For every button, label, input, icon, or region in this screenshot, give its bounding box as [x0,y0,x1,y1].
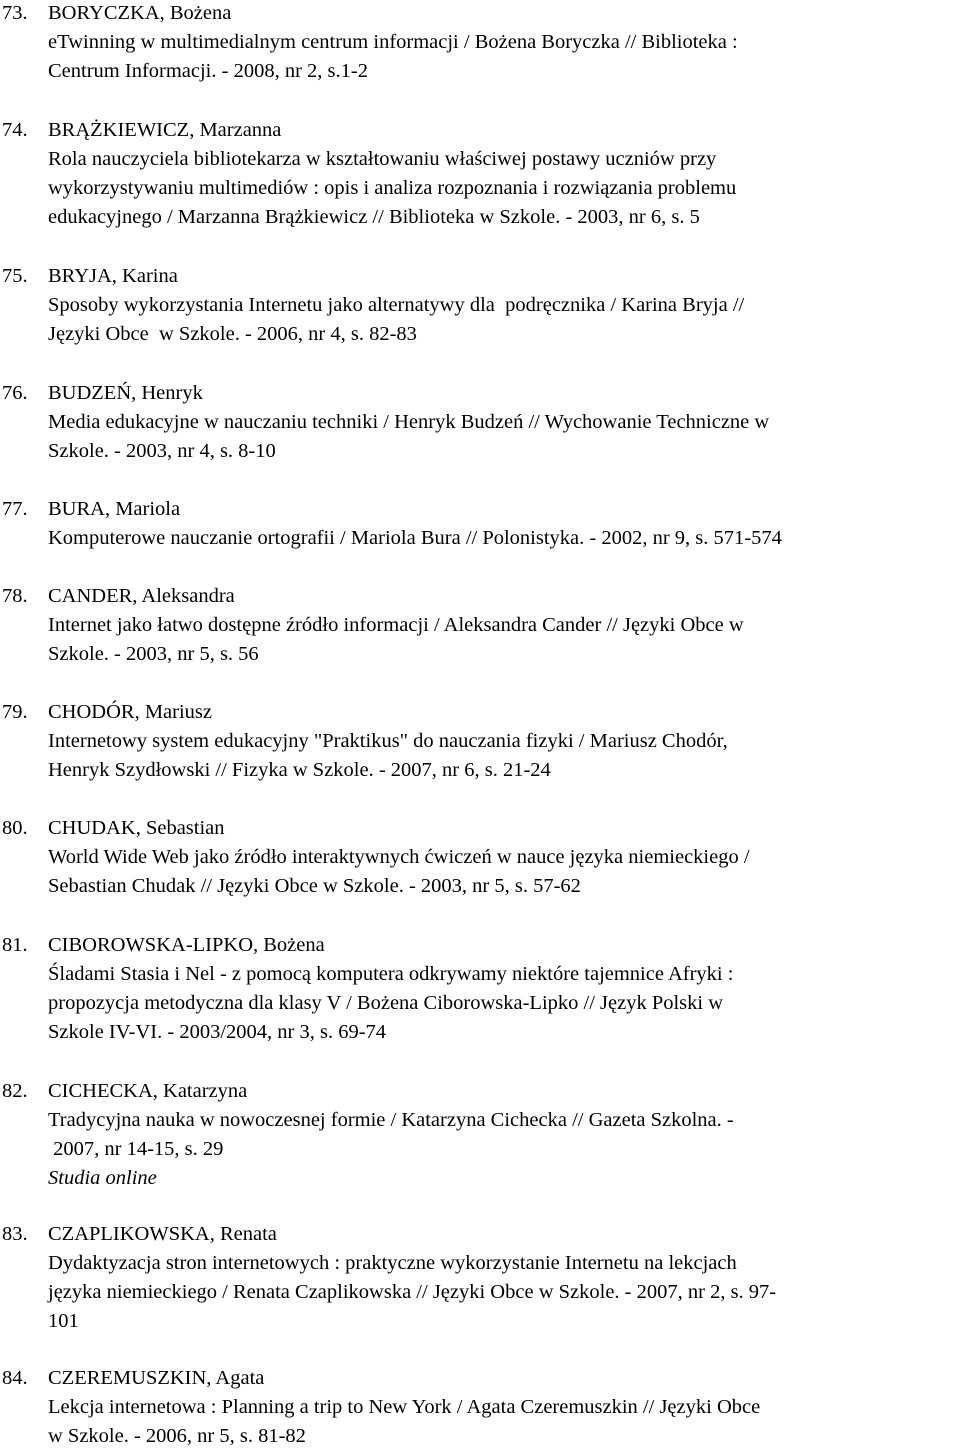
entry-description-line: Media edukacyjne w nauczaniu techniki / Henryk Budzeń // Wychowanie Techniczne w [48,411,770,433]
bibliography-entry [0,931,960,1047]
entry-description-line: Internetowy system edukacyjny "Praktikus" do nauczania fizyki / Mariusz Chodór, [48,730,728,752]
entry-number: 77. [2,498,28,520]
entry-description-line: edukacyjnego / Marzanna Brążkiewicz // Biblioteka w Szkole. - 2003, nr 6, s. 5 [48,206,700,228]
entry-description-line: propozycja metodyczna dla klasy V / Bożena Ciborowska-Lipko // Język Polski w [48,992,724,1014]
entry-number: 79. [2,701,28,723]
entry-description-line: Sposoby wykorzystania Internetu jako alternatywy dla podręcznika / Karina Bryja // [48,294,745,316]
entry-author: BUDZEŃ, Henryk [48,382,203,404]
entry-note: Studia online [48,1167,157,1189]
entry-number: 81. [2,934,28,956]
entry-text [48,1220,960,1336]
entry-number: 84. [2,1367,28,1389]
entry-author: CHODÓR, Mariusz [48,701,212,723]
entry-description-line: eTwinning w multimedialnym centrum informacji / Bożena Boryczka // Biblioteka : [48,31,738,53]
entry-description-line: w Szkole. - 2006, nr 5, s. 81-82 [48,1425,306,1447]
entry-text [48,379,960,466]
entry-number: 73. [2,2,28,24]
entry-author: BORYCZKA, Bożena [48,2,232,24]
entry-author: CICHECKA, Katarzyna [48,1080,248,1102]
entry-description-line: Rola nauczyciela bibliotekarza w kształtowaniu właściwej postawy uczniów przy [48,148,717,170]
entry-number: 78. [2,585,28,607]
bibliography-entry [0,116,960,232]
entry-number: 82. [2,1080,28,1102]
entry-number: 75. [2,265,28,287]
entry-text [48,582,960,669]
bibliography-entry [0,495,960,553]
entry-description-line: 2007, nr 14-15, s. 29 [48,1138,224,1160]
entry-text [48,262,960,349]
entry-description-line: Internet jako łatwo dostępne źródło informacji / Aleksandra Cander // Języki Obce w [48,614,744,636]
entry-text [48,931,960,1047]
entry-description-line: Śladami Stasia i Nel - z pomocą komputera odkrywamy niektóre tajemnice Afryki : [48,963,734,985]
bibliography-entry [0,379,960,466]
bibliography-entry [0,0,960,86]
entry-description-line: Szkole. - 2003, nr 4, s. 8-10 [48,440,276,462]
bibliography-entry [0,698,960,785]
entry-description-line: Komputerowe nauczanie ortografii / Mariola Bura // Polonistyka. - 2002, nr 9, s. 571-574 [48,527,782,549]
entry-description-line: wykorzystywaniu multimediów : opis i analiza rozpoznania i rozwiązania problemu [48,177,737,199]
entry-text [48,814,960,901]
bibliography-entry [0,1077,960,1193]
entry-text [48,698,960,785]
entry-description-line: Szkole IV-VI. - 2003/2004, nr 3, s. 69-74 [48,1021,387,1043]
entry-author: BRYJA, Karina [48,265,178,287]
entry-author: CHUDAK, Sebastian [48,817,225,839]
entry-text [48,116,960,232]
entry-author: BURA, Mariola [48,498,181,520]
entry-text [48,1364,960,1451]
bibliography-entry [0,582,960,669]
entry-text [48,495,960,553]
entry-author: CANDER, Aleksandra [48,585,235,607]
entry-author: CIBOROWSKA-LIPKO, Bożena [48,934,325,956]
bibliography-entry [0,814,960,901]
bibliography-entry [0,1220,960,1336]
entry-description-line: World Wide Web jako źródło interaktywnych ćwiczeń w nauce języka niemieckiego / [48,846,750,868]
entry-description-line: Tradycyjna nauka w nowoczesnej formie / Katarzyna Cichecka // Gazeta Szkolna. - [48,1109,734,1131]
entry-description-line: Centrum Informacji. - 2008, nr 2, s.1-2 [48,60,368,82]
entry-author: CZAPLIKOWSKA, Renata [48,1223,277,1245]
entry-description-line: Szkole. - 2003, nr 5, s. 56 [48,643,259,665]
entry-author: CZEREMUSZKIN, Agata [48,1367,265,1389]
entry-number: 83. [2,1223,28,1245]
entry-description-line: języka niemieckiego / Renata Czaplikowska // Języki Obce w Szkole. - 2007, nr 2, s. 97- [48,1281,777,1303]
entry-description-line: Sebastian Chudak // Języki Obce w Szkole. - 2003, nr 5, s. 57-62 [48,875,581,897]
entry-author: BRĄŻKIEWICZ, Marzanna [48,119,282,141]
entry-description-line: Henryk Szydłowski // Fizyka w Szkole. - 2007, nr 6, s. 21-24 [48,759,551,781]
bibliography-entry [0,262,960,349]
entry-description-line: Lekcja internetowa : Planning a trip to New York / Agata Czeremuszkin // Języki Obce [48,1396,761,1418]
entry-number: 74. [2,119,28,141]
entry-number: 80. [2,817,28,839]
entry-number: 76. [2,382,28,404]
entry-text [48,1077,960,1193]
entry-description-line: 101 [48,1310,79,1332]
bibliography-entry [0,1364,960,1451]
entry-text [48,0,960,86]
entry-description-line: Języki Obce w Szkole. - 2006, nr 4, s. 82-83 [48,323,417,345]
entry-description-line: Dydaktyzacja stron internetowych : praktyczne wykorzystanie Internetu na lekcjach [48,1252,737,1274]
